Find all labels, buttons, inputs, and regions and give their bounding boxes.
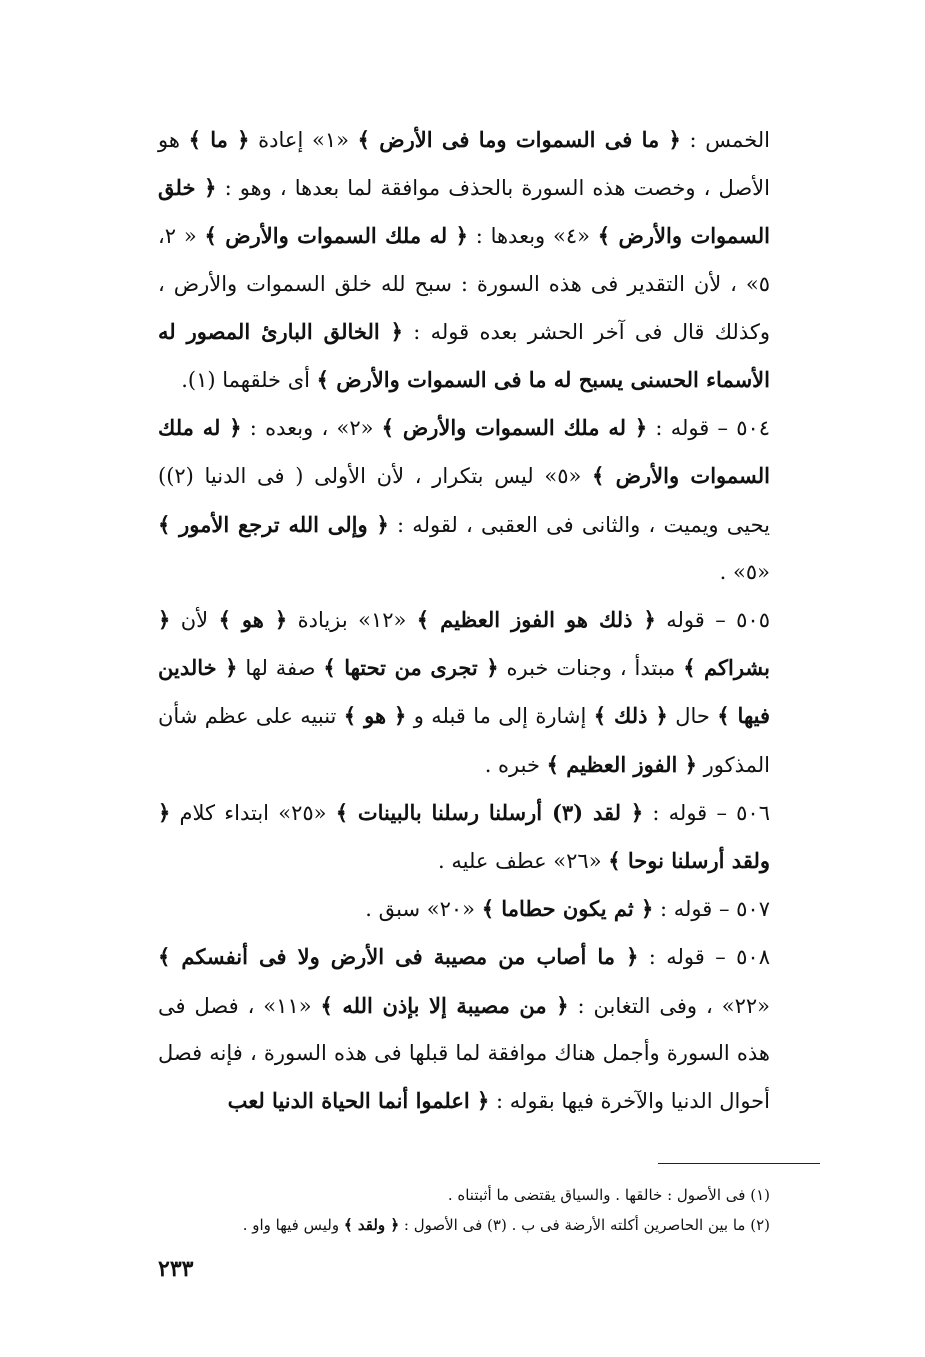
text-run: «٢» ، وبعده : bbox=[241, 416, 382, 441]
text-run: «٥» ليس بتكرار ، لأن الأولى ( فى الدنيا (٢)) يحيى ويميت ، والثانى فى العقبى ، لقوله : bbox=[158, 464, 771, 537]
quran-quote: ﴿ له ملك السموات والأرض ﴾ bbox=[158, 415, 770, 489]
quran-quote: ﴿ ولقد ﴾ bbox=[343, 1216, 400, 1234]
quran-quote: ﴿ لقد (٣) أرسلنا رسلنا بالبينات ﴾ bbox=[335, 799, 644, 825]
text-run: حال bbox=[667, 704, 718, 729]
text-run: ٥٠٧ – قوله : bbox=[653, 897, 770, 922]
text-run: «٢٥» ابتداء كلام bbox=[170, 800, 336, 825]
quran-quote: ﴿ له ملك السموات والأرض ﴾ bbox=[381, 415, 648, 441]
quran-quote: ﴿ ما أصاب من مصيبة فى الأرض ولا فى أنفسكم ﴾ bbox=[158, 944, 639, 970]
paragraph bbox=[158, 116, 770, 404]
quran-quote: ﴿ خالدين فيها ﴾ bbox=[158, 655, 771, 729]
main-text bbox=[158, 116, 770, 1125]
quran-quote: ﴿ ذلك ﴾ bbox=[593, 703, 668, 729]
quran-quote: ﴿ اعلموا أنما الحياة الدنيا لعب bbox=[227, 1088, 490, 1114]
text-run: «١١» ، فصل فى هذه السورة وأجمل هناك موافقة لما قبلها فى هذه السورة ، فإنه فصل أحوال الدنيا والآخرة فيها بقوله : bbox=[158, 993, 770, 1114]
footnotes bbox=[158, 1180, 770, 1240]
text-run: ٥٠٤ – قوله : bbox=[647, 416, 771, 441]
paragraph bbox=[158, 933, 770, 1125]
page-number: ٢٣٣ bbox=[158, 1256, 194, 1282]
text-run: «١٢» بزيادة bbox=[287, 608, 417, 633]
quran-quote: ﴿ ثم يكون حطاما ﴾ bbox=[481, 896, 654, 922]
text-run: هو الأصل ، وخصت هذه السورة بالحذف موافقة لما بعدها ، وهو : bbox=[158, 128, 770, 201]
text-run: أى خلقهما (١). bbox=[181, 368, 317, 393]
text-run: (٢) ما بين الحاصرين أكلته الأرضة فى ب . (٣) فى الأصول : bbox=[399, 1216, 770, 1234]
quran-quote: ﴿ الفوز العظيم ﴾ bbox=[546, 751, 697, 777]
text-run: وليس فيها واو . bbox=[242, 1216, 344, 1234]
text-run: « ٢، ٥» ، لأن التقدير فى هذه السورة : سبح لله خلق السموات والأرض ، وكذلك قال فى آخر الحشر بعده قوله : bbox=[158, 224, 770, 344]
text-run: خبره . bbox=[484, 752, 547, 777]
text-run: «٤» وبعدها : bbox=[467, 224, 598, 249]
quran-quote: ﴿ خلق السموات والأرض ﴾ bbox=[158, 175, 770, 249]
quran-quote: ﴿ ذلك هو الفوز العظيم ﴾ bbox=[416, 607, 656, 633]
text-run: صفة لها bbox=[237, 656, 324, 681]
text-run: مبتدأ ، وجنات خبره bbox=[498, 656, 684, 681]
text-run: لأن bbox=[170, 608, 219, 633]
text-run: الخمس : bbox=[680, 128, 770, 152]
footnote bbox=[158, 1180, 770, 1210]
quran-quote: ﴿ هو ﴾ bbox=[218, 607, 288, 633]
paragraph bbox=[158, 885, 770, 933]
text-run: «٢٢» ، وفى التغابن : bbox=[568, 993, 770, 1018]
footnote-separator bbox=[658, 1163, 820, 1164]
quran-quote: ﴿ من مصيبة إلا بإذن الله ﴾ bbox=[320, 992, 569, 1018]
paragraph bbox=[158, 596, 770, 789]
footnote bbox=[158, 1210, 770, 1240]
quran-quote: ﴿ ما فى السموات وما فى الأرض ﴾ bbox=[357, 127, 681, 152]
text-run: «٥» . bbox=[719, 559, 770, 584]
text-run: إشارة إلى ما قبله و bbox=[406, 704, 594, 729]
text-run: «٢٦» عطف عليه . bbox=[438, 849, 609, 874]
quran-quote: ﴿ وإلى الله ترجع الأمور ﴾ bbox=[158, 511, 389, 537]
paragraph bbox=[158, 789, 770, 885]
quran-quote: ﴿ هو ﴾ bbox=[343, 703, 407, 729]
text-run: ٥٠٨ – قوله : bbox=[638, 945, 770, 970]
quran-quote: ﴿ له ملك السموات والأرض ﴾ bbox=[204, 223, 468, 249]
quran-quote: ﴿ الخالق البارئ المصور له الأسماء الحسنى يسبح له ما فى السموات والأرض ﴾ bbox=[158, 318, 770, 393]
text-run: «٢٠» سبق . bbox=[365, 897, 482, 922]
paragraph bbox=[158, 404, 770, 596]
text-run: (١) فى الأصول : خالقها . والسياق يقتضى ما أثبتناه . bbox=[447, 1186, 770, 1204]
text-run: ٥٠٥ – قوله bbox=[655, 608, 770, 633]
quran-quote: ﴿ بشراكم ﴾ bbox=[158, 607, 771, 681]
text-run: تنبيه على عظم شأن المذكور bbox=[158, 704, 770, 777]
quran-quote: ﴿ ولقد أرسلنا نوحا ﴾ bbox=[158, 799, 770, 874]
text-run: «١» إعادة bbox=[249, 128, 358, 152]
text-run: ٥٠٦ – قوله : bbox=[643, 800, 770, 825]
quran-quote: ﴿ تجرى من تحتها ﴾ bbox=[323, 655, 499, 681]
quran-quote: ﴿ ما ﴾ bbox=[188, 127, 250, 152]
